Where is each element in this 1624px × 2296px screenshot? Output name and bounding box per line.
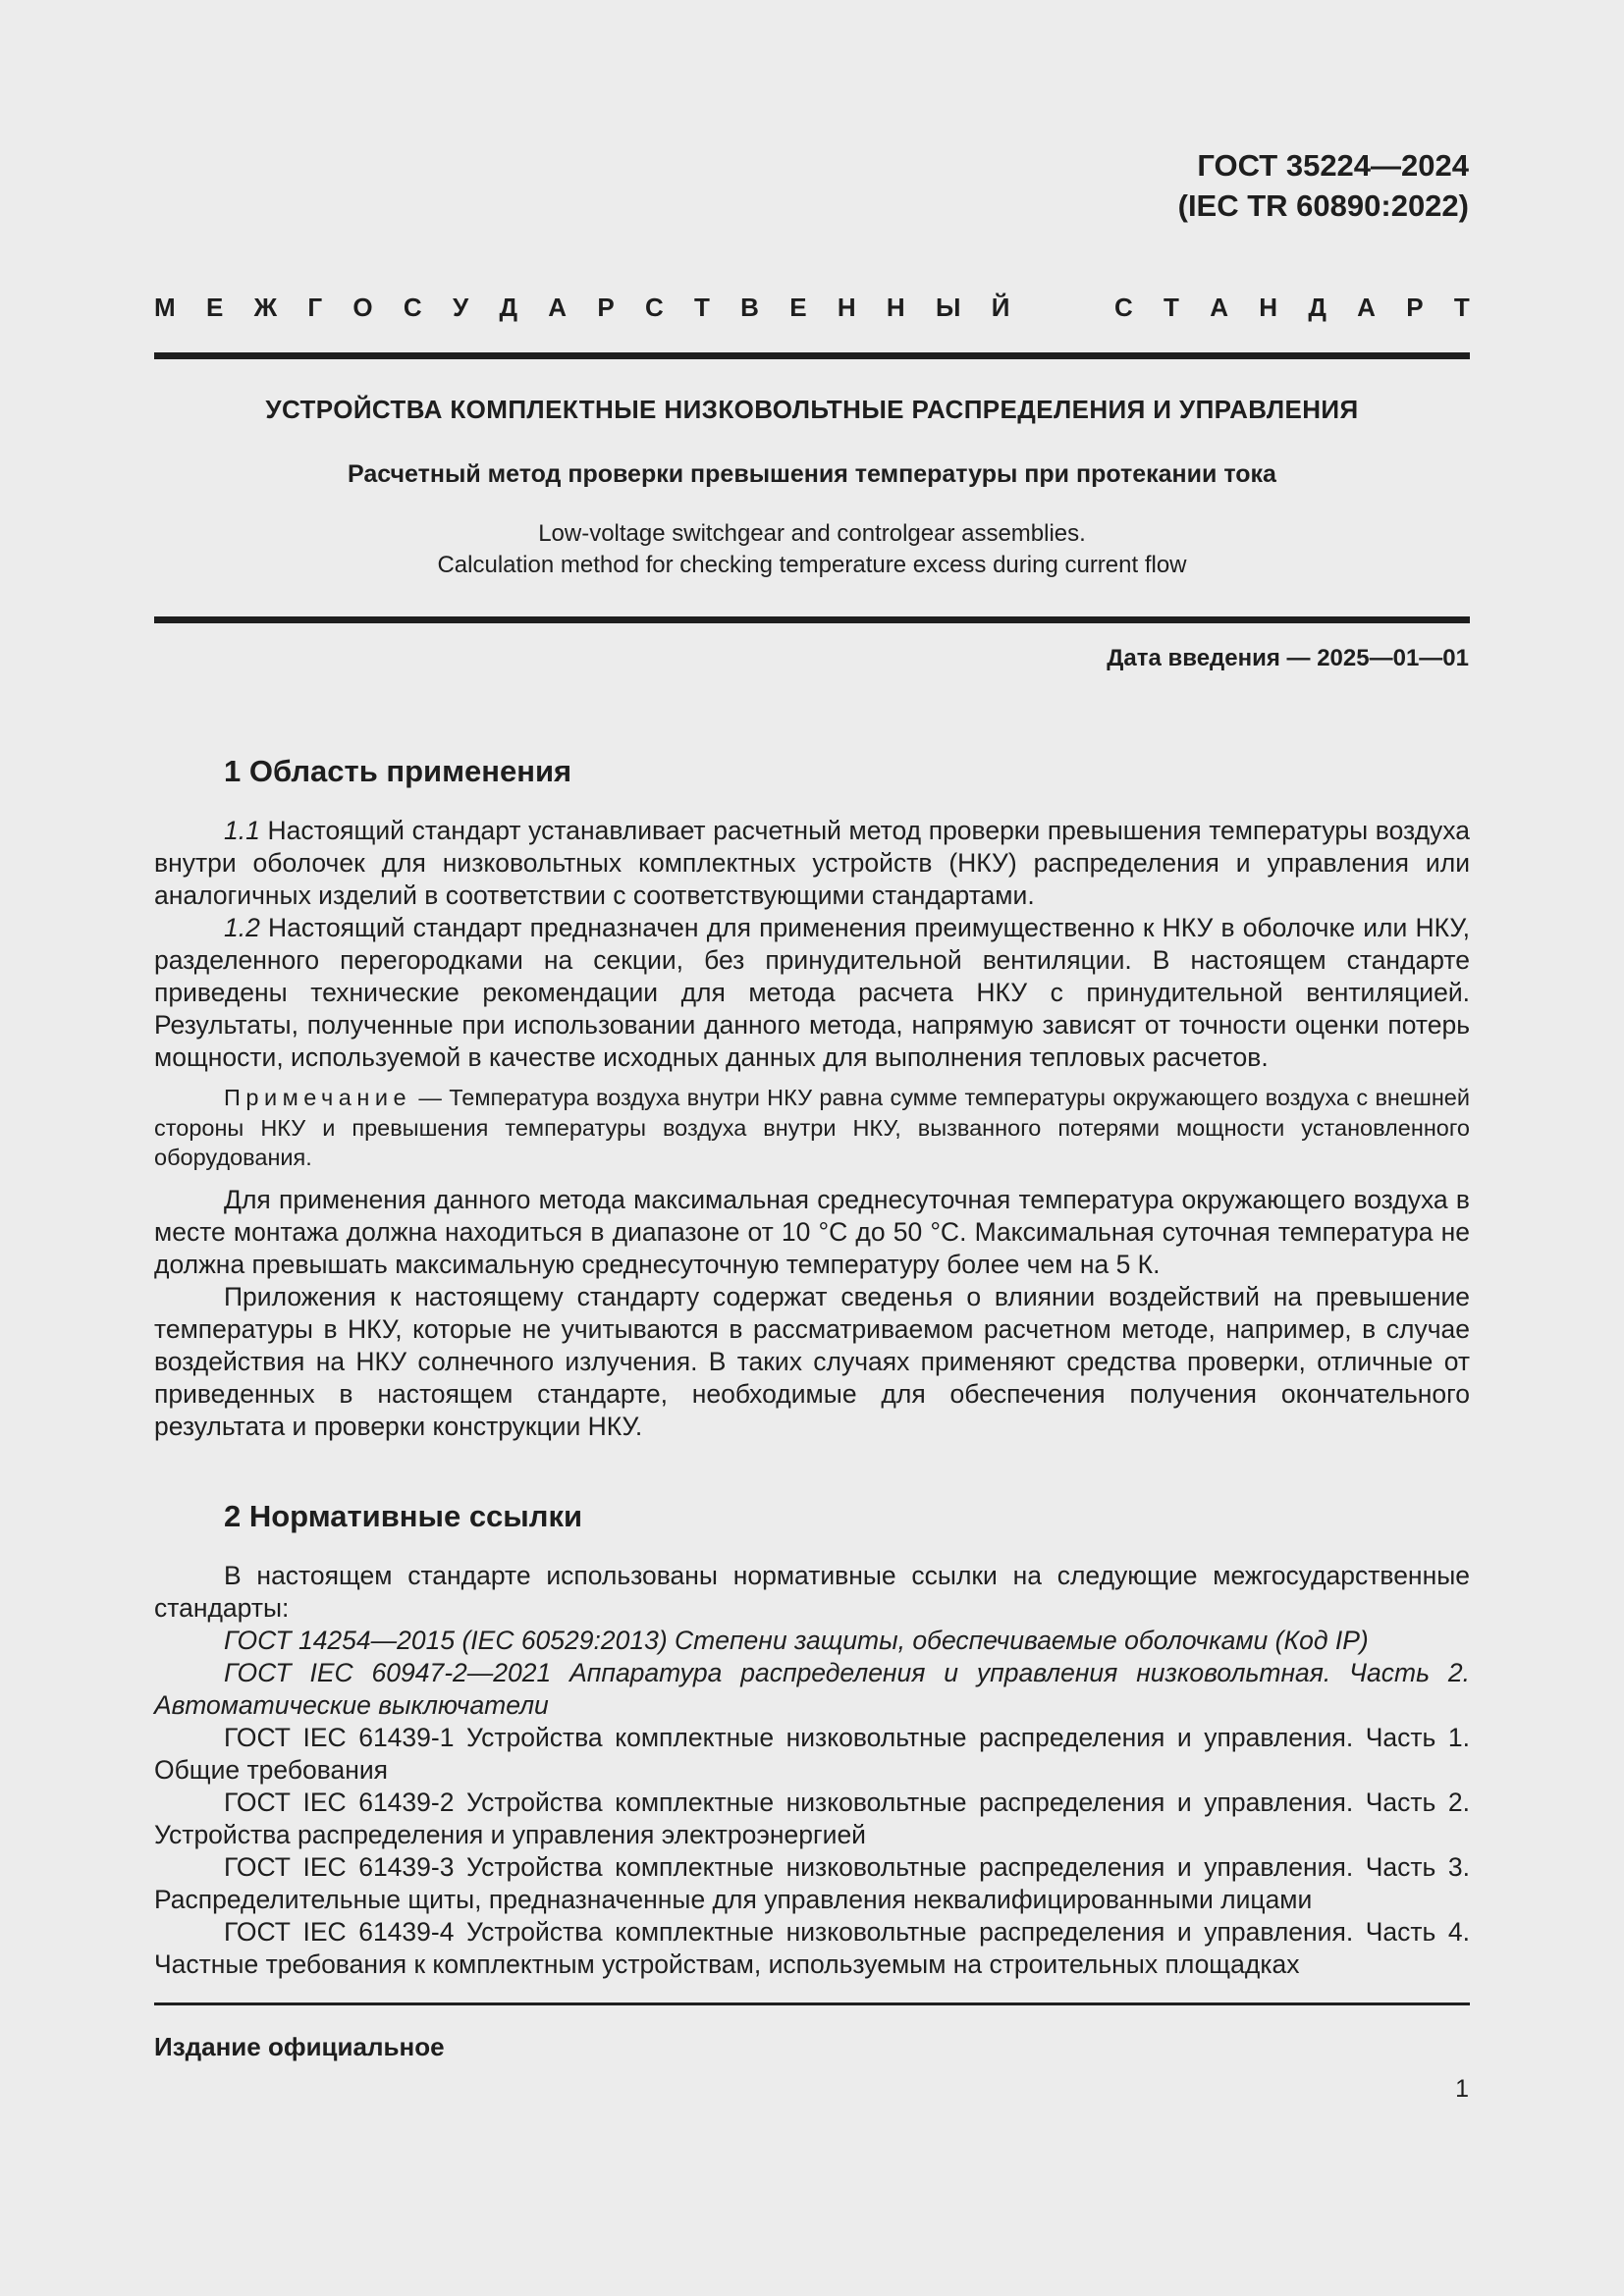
banner-letter: Т xyxy=(694,293,710,322)
reference-item: ГОСТ 14254—2015 (IEC 60529:2013) Степени защиты, обеспечиваемые оболочками (Код IP) xyxy=(224,1626,1369,1655)
banner-letter: С xyxy=(644,293,664,322)
document-title: УСТРОЙСТВА КОМПЛЕКТНЫЕ НИЗКОВОЛЬТНЫЕ РАСПРЕДЕЛЕНИЯ И УПРАВЛЕНИЯ xyxy=(265,395,1359,424)
clause-number: 1.2 xyxy=(224,913,260,942)
banner-letter: У xyxy=(452,293,469,322)
banner-letter: С xyxy=(1113,293,1133,322)
reference-item: ГОСТ IEC 61439-4 Устройства комплектные низковольтные распределения и управления. Часть 4. Частные требования к комплектным устройствам, используемым на строительных площадках xyxy=(154,1917,1470,1979)
banner-letter: Н xyxy=(837,293,856,322)
english-title-line-2: Calculation method for checking temperature excess during current flow xyxy=(437,552,1187,578)
interstate-standard-banner xyxy=(154,291,1470,324)
banner-letter: Р xyxy=(1406,293,1424,322)
header-divider xyxy=(154,352,1470,359)
banner-letter: А xyxy=(548,293,568,322)
reference-item: ГОСТ IEC 61439-3 Устройства комплектные низковольтные распределения и управления. Часть 3. Распределительные щиты, предназначенные для управления неквалифицированными лицами xyxy=(154,1852,1470,1914)
banner-letter: Е xyxy=(789,293,807,322)
banner-letter: Ы xyxy=(935,293,961,322)
clause-number: 1.1 xyxy=(224,816,260,845)
banner-letter: О xyxy=(352,293,373,322)
section-2-body xyxy=(154,1560,1470,1981)
clause-text: Настоящий стандарт предназначен для применения преимущественно к НКУ в оболочке или НКУ, разделенного перегородками на секции, без принудительной вентиляции. В настоящем стандарте приведены технические рекомендации для метода расчета НКУ с принудительной вентиляцией. Результаты, полученные при использовании данного метода, напрямую зависят от точности оценки потерь мощности, используемой в качестве исходных данных для выполнения тепловых расчетов. xyxy=(154,913,1470,1072)
clause-text: Настоящий стандарт устанавливает расчетный метод проверки превышения температуры воздуха внутри оболочек для низковольтных комплектных устройств (НКУ) распределения и управления или аналогичных изделий в соответствии с соответствующими стандартами. xyxy=(154,816,1470,910)
iec-reference: (IEC TR 60890:2022) xyxy=(1177,188,1469,223)
official-edition-label: Издание официальное xyxy=(154,2032,445,2061)
banner-letter: Д xyxy=(1308,293,1326,322)
banner-letter: М xyxy=(154,293,176,322)
standard-number: ГОСТ 35224—2024 xyxy=(1197,148,1469,183)
english-title-line-1: Low-voltage switchgear and controlgear assemblies. xyxy=(538,520,1086,547)
banner-letter: Ж xyxy=(253,293,278,322)
clause-1-2 xyxy=(154,912,1470,1074)
page-number: 1 xyxy=(1455,2075,1469,2103)
reference-item: ГОСТ IEC 61439-2 Устройства комплектные низковольтные распределения и управления. Часть 2. Устройства распределения и управления электроэнергией xyxy=(154,1788,1470,1849)
title-divider xyxy=(154,616,1470,623)
paragraph-annexes: Приложения к настоящему стандарту содержат сведенья о влиянии воздействий на превышение температуры в НКУ, которые не учитываются в рассматриваемом расчетном методе, например, в случае воздействия на НКУ солнечного излучения. В таких случаях применяют средства проверки, отличные от приведенных в настоящем стандарте, необходимые для обеспечения получения окончательного результата и проверки конструкции НКУ. xyxy=(154,1281,1470,1441)
reference-item: ГОСТ IEC 61439-1 Устройства комплектные низковольтные распределения и управления. Часть 1. Общие требования xyxy=(154,1723,1470,1785)
note-label: Примечание xyxy=(224,1085,412,1110)
banner-letter: Н xyxy=(886,293,905,322)
clause-1-1 xyxy=(154,815,1470,912)
references-intro: В настоящем стандарте использованы нормативные ссылки на следующие межгосударственные стандарты: xyxy=(154,1561,1470,1623)
section-1-heading: 1 Область применения xyxy=(224,754,572,788)
banner-letter: Е xyxy=(205,293,224,322)
introduction-date: Дата введения — 2025—01—01 xyxy=(1107,645,1469,671)
banner-letter: А xyxy=(1357,293,1376,322)
banner-letter: Р xyxy=(597,293,615,322)
section-2-heading: 2 Нормативные ссылки xyxy=(224,1499,583,1533)
banner-word-gap xyxy=(1041,291,1084,324)
banner-letter: С xyxy=(403,293,422,322)
banner-letter: Г xyxy=(307,293,323,322)
footer-divider xyxy=(154,2002,1470,2005)
reference-item: ГОСТ IEC 60947-2—2021 Аппаратура распределения и управления низковольтная. Часть 2. Автоматические выключатели xyxy=(154,1658,1470,1720)
banner-letter: Й xyxy=(991,293,1010,322)
banner-letter: А xyxy=(1210,293,1228,322)
paragraph-temperature-range: Для применения данного метода максимальная среднесуточная температура окружающего воздуха в месте монтажа должна находиться в диапазоне от 10 °С до 50 °С. Максимальная суточная температура не должна превышать максимальную среднесуточную температуру более чем на 5 К. xyxy=(154,1184,1470,1279)
banner-letter: В xyxy=(740,293,759,322)
banner-letter: Н xyxy=(1259,293,1278,322)
standard-number-block xyxy=(1178,145,1469,226)
banner-letter: Т xyxy=(1164,293,1179,322)
banner-letter: Д xyxy=(499,293,517,322)
banner-letter: Т xyxy=(1453,293,1470,322)
section-1-body xyxy=(154,815,1470,1443)
document-subtitle: Расчетный метод проверки превышения температуры при протекании тока xyxy=(348,460,1276,488)
note-text: — Температура воздуха внутри НКУ равна сумме температуры окружающего воздуха с внешней стороны НКУ и превышения температуры воздуха внутри НКУ, вызванного потерями мощности установленного оборудования. xyxy=(154,1085,1470,1170)
english-title xyxy=(154,518,1470,581)
note-paragraph xyxy=(154,1083,1470,1173)
